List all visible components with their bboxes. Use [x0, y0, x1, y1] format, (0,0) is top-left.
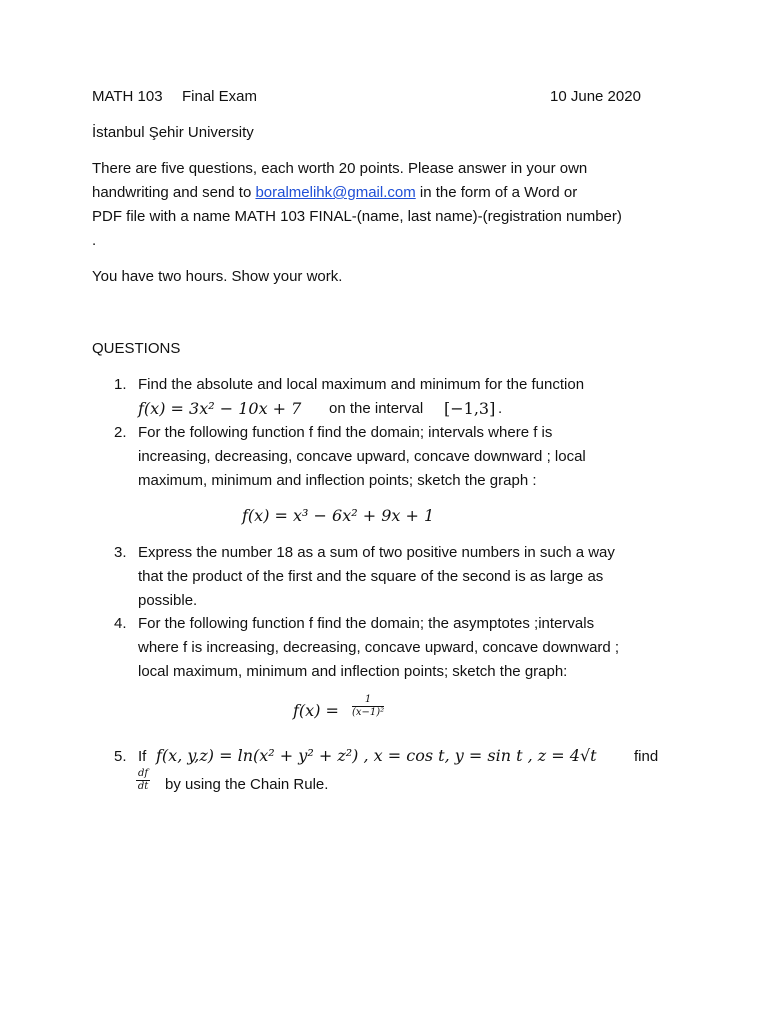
question-3-number: 3. — [114, 544, 127, 561]
time-note: You have two hours. Show your work. — [92, 268, 343, 285]
question-1-formula: f(x) = 3x² − 10x + 7 — [138, 399, 302, 418]
questions-heading: QUESTIONS — [92, 340, 181, 357]
question-4-fraction-denominator: (x−1)² — [352, 707, 385, 718]
question-4-fraction-numerator: 1 — [352, 694, 384, 707]
instructions-line-2-end: in the form of a Word or — [415, 184, 578, 201]
instructions-line-2-start: handwriting and send to — [92, 184, 256, 201]
question-5-derivative-numerator: df — [138, 768, 149, 779]
question-1-interval: [−1,3] — [444, 399, 496, 418]
question-5-number: 5. — [114, 748, 127, 765]
question-4-fraction — [352, 694, 384, 719]
question-4-formula-lhs: f(x) = — [293, 701, 339, 720]
question-5-find: find — [634, 748, 659, 765]
email-link[interactable]: boralmelihk@gmail.com — [255, 184, 416, 201]
instructions-line-2 — [92, 184, 577, 202]
question-2-formula: f(x) = x³ − 6x² + 9x + 1 — [242, 506, 435, 525]
course-code: MATH 103 — [92, 88, 163, 105]
question-5-derivative-denominator: dt — [137, 781, 149, 792]
question-5-formula: f(x, y,z) = ln(x² + y² + z²) , x = cos t, y = sin t , z = 4√t — [156, 746, 597, 765]
question-1-end: . — [498, 400, 503, 417]
question-2-line-3: maximum, minimum and inflection points; sketch the graph : — [138, 472, 537, 489]
question-4-line-2: where f is increasing, decreasing, concave upward, concave downward ; — [138, 639, 620, 656]
instructions-line-1: There are five questions, each worth 20 points. Please answer in your own — [92, 160, 588, 177]
question-2-line-2: increasing, decreasing, concave upward, concave downward ; local — [138, 448, 586, 465]
question-5-if: If — [138, 748, 147, 765]
exam-title: Final Exam — [182, 88, 258, 105]
instructions-line-3: PDF file with a name MATH 103 FINAL-(name, last name)-(registration number) — [92, 208, 622, 225]
question-4-number: 4. — [114, 615, 127, 632]
question-1-line-1: Find the absolute and local maximum and minimum for the function — [138, 376, 585, 393]
question-4-line-3: local maximum, minimum and inflection points; sketch the graph: — [138, 663, 568, 680]
question-5-derivative — [136, 768, 150, 793]
instructions-line-4: . — [92, 232, 97, 249]
university-name: İstanbul Şehir University — [92, 124, 254, 141]
exam-date: 10 June 2020 — [550, 88, 641, 105]
question-2-number: 2. — [114, 424, 127, 441]
question-3-line-2: that the product of the first and the square of the second is as large as — [138, 568, 604, 585]
question-2-line-1: For the following function f find the domain; intervals where f is — [138, 424, 553, 441]
question-3-line-1: Express the number 18 as a sum of two positive numbers in such a way — [138, 544, 615, 561]
question-4-line-1: For the following function f find the domain; the asymptotes ;intervals — [138, 615, 595, 632]
question-1-interval-text: on the interval — [329, 400, 424, 417]
question-1-number: 1. — [114, 376, 127, 393]
question-5-line-2: by using the Chain Rule. — [165, 776, 329, 793]
question-3-line-3: possible. — [138, 592, 198, 609]
